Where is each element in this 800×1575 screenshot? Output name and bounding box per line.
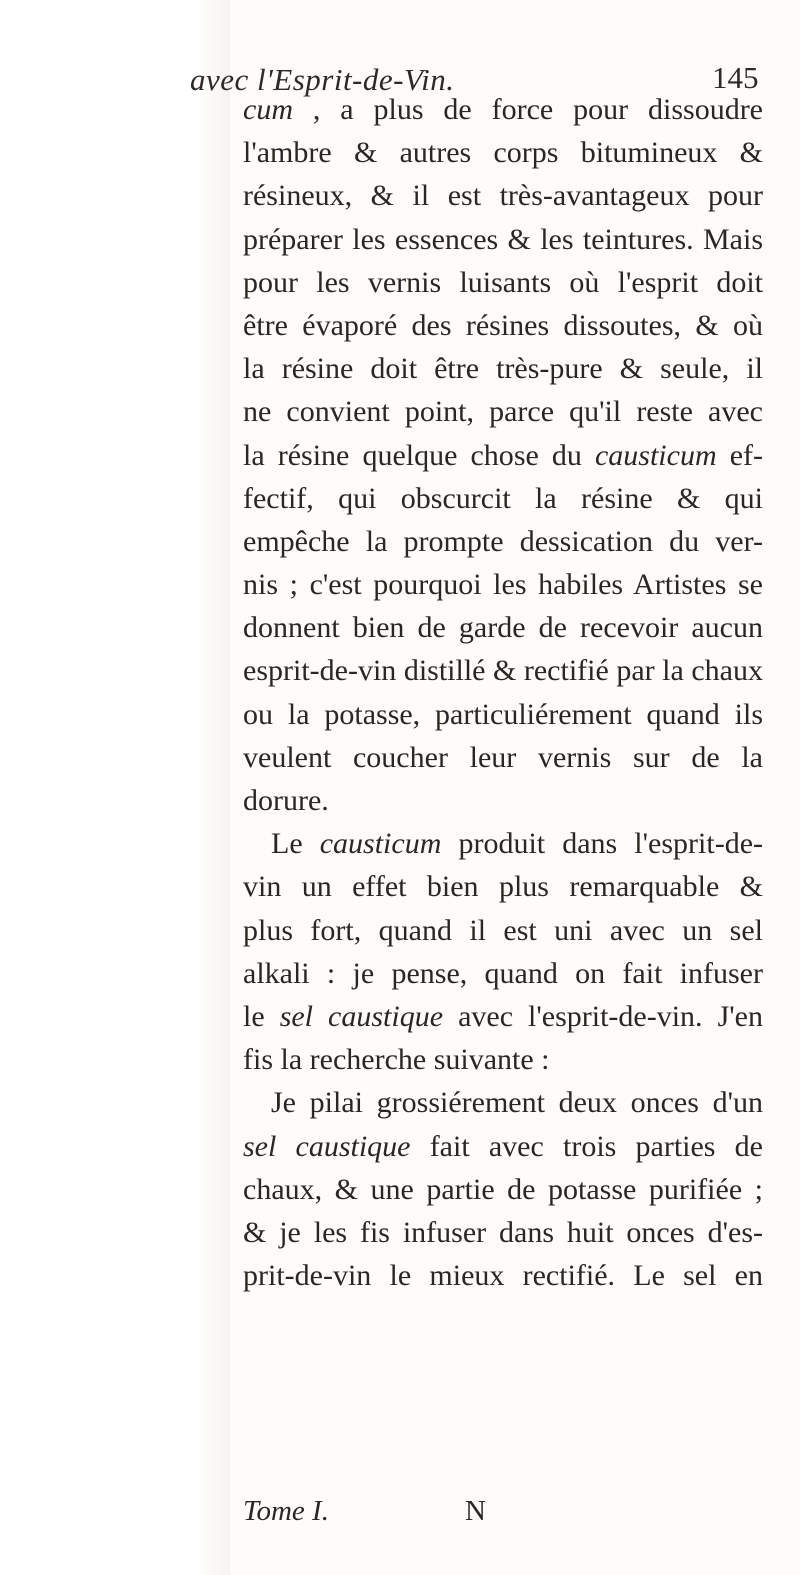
- italic-term: sel caustique: [279, 999, 444, 1033]
- text-line: [243, 434, 763, 477]
- text-line: [243, 995, 763, 1038]
- text-segment: dorure.: [243, 784, 329, 817]
- text-line: [243, 1081, 763, 1124]
- text-segment: la résine doit être très-pure & seule, il: [243, 352, 763, 386]
- text-segment: résineux, & il est très-avantageux pour: [243, 179, 763, 213]
- body-text: [243, 88, 763, 1297]
- italic-term: sel caustique: [243, 1129, 411, 1163]
- text-line: [243, 779, 763, 822]
- text-segment: produit dans l'esprit-de-: [441, 827, 763, 861]
- text-line: [243, 477, 763, 520]
- text-line: [243, 606, 763, 649]
- page-margin: [0, 0, 230, 1575]
- text-line: [243, 347, 763, 390]
- text-line: [243, 736, 763, 779]
- text-segment: préparer les essences & les teintures. Mais: [243, 222, 763, 256]
- text-segment: fait avec trois parties de: [410, 1129, 763, 1163]
- text-segment: ne convient point, parce qu'il reste avec: [243, 395, 763, 429]
- text-segment: le: [243, 999, 280, 1033]
- text-segment: avec l'esprit-de-vin. J'en: [443, 999, 763, 1033]
- text-segment: être évaporé des résines dissoutes, & où: [243, 308, 763, 342]
- text-line: [243, 174, 763, 217]
- text-line: [243, 88, 763, 131]
- text-segment: empêche la prompte dessication du ver-: [243, 524, 763, 558]
- text-segment: veulent coucher leur vernis sur de la: [243, 740, 763, 774]
- text-line: [243, 693, 763, 736]
- text-line: [243, 1211, 763, 1254]
- text-line: [243, 822, 763, 865]
- italic-term: causticum: [594, 438, 717, 472]
- text-line: [243, 909, 763, 952]
- text-line: [243, 304, 763, 347]
- text-line: [243, 261, 763, 304]
- text-segment: fis la recherche suivante :: [243, 1043, 550, 1077]
- gathering-signature: N: [465, 1495, 486, 1527]
- italic-term: cum: [243, 93, 293, 126]
- text-segment: ef-: [716, 438, 764, 472]
- text-segment: esprit-de-vin distillé & rectifié par la chaux: [243, 654, 763, 688]
- volume-signature: Tome I.: [243, 1495, 329, 1527]
- text-segment: prit-de-vin le mieux rectifié. Le sel en: [243, 1259, 763, 1293]
- text-segment: fectif, qui obscurcit la résine & qui: [243, 481, 763, 515]
- text-line: [243, 1254, 763, 1297]
- text-line: [243, 218, 763, 261]
- text-line: [243, 952, 763, 995]
- text-segment: alkali : je pense, quand on fait infuser: [243, 956, 763, 990]
- text-segment: donnent bien de garde de recevoir aucun: [243, 611, 763, 645]
- text-line: [243, 390, 763, 433]
- text-line: [243, 865, 763, 908]
- text-line: [243, 131, 763, 174]
- text-segment: la résine quelque chose du: [243, 438, 595, 472]
- text-segment: Le: [271, 827, 320, 861]
- text-segment: pour les vernis luisants où l'esprit doit: [243, 265, 763, 299]
- text-segment: & je les fis infuser dans huit onces d'es-: [243, 1215, 763, 1249]
- text-segment: chaux, & une partie de potasse purifiée ;: [243, 1172, 763, 1206]
- signature-line: [243, 1495, 763, 1535]
- text-segment: plus fort, quand il est uni avec un sel: [243, 913, 763, 947]
- text-segment: ou la potasse, particuliérement quand ils: [243, 697, 763, 731]
- text-line: [243, 1168, 763, 1211]
- text-segment: vin un effet bien plus remarquable &: [243, 870, 763, 904]
- running-head: avec l'Esprit-de-Vin.: [190, 62, 455, 97]
- text-segment: l'ambre & autres corps bitumineux &: [243, 136, 763, 170]
- text-line: [243, 1125, 763, 1168]
- text-segment: , a plus de force pour dissoudre: [292, 93, 763, 126]
- text-line: [243, 649, 763, 692]
- italic-term: causticum: [319, 827, 442, 861]
- text-segment: Je pilai grossiérement deux onces d'un: [271, 1086, 763, 1120]
- text-segment: nis ; c'est pourquoi les habiles Artistes se: [243, 568, 763, 602]
- text-line: [243, 563, 763, 606]
- text-line: [243, 1038, 763, 1081]
- text-line: [243, 520, 763, 563]
- page-number: 145: [712, 60, 759, 95]
